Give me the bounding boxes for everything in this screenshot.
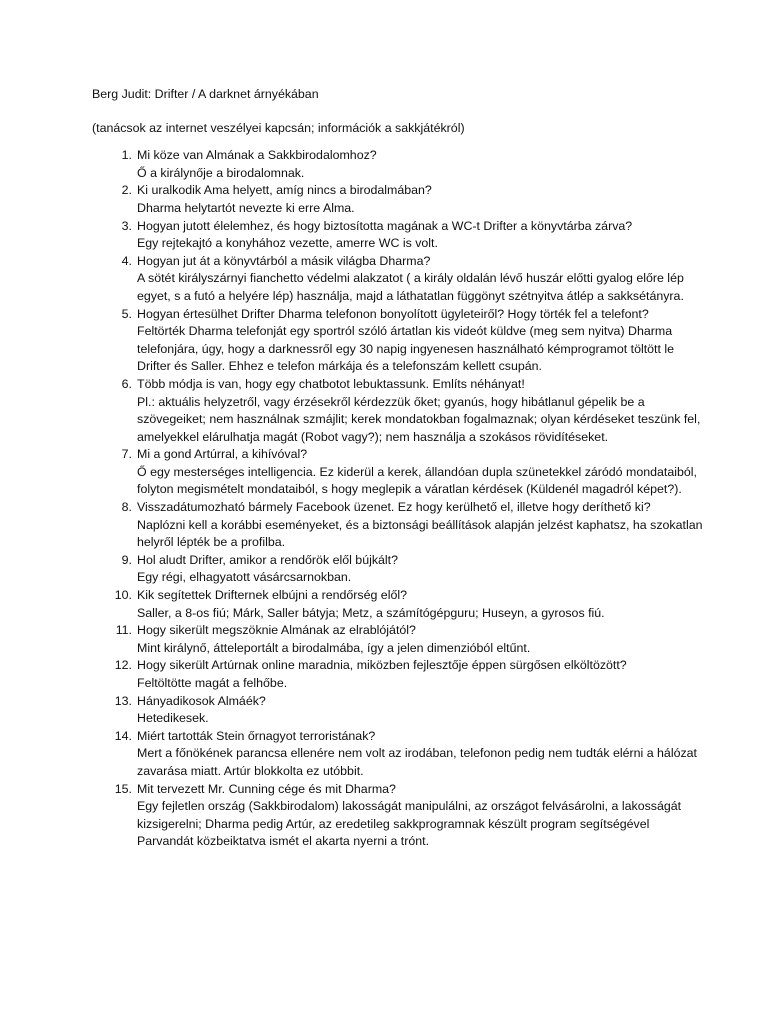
item-number: 7. xyxy=(121,447,132,462)
item-number: 1. xyxy=(121,148,132,163)
question-text: Visszadátumozható bármely Facebook üzenet. Ez hogy kerülhető el, illetve hogy deríthető ki? xyxy=(137,500,651,515)
question-text: Hogyan jut át a könyvtárból a másik világba Dharma? xyxy=(137,253,431,268)
question-text: Miért tartották Stein őrnagyot terroristának? xyxy=(137,728,376,743)
item-number: 2. xyxy=(121,183,132,198)
list-item xyxy=(92,306,708,376)
answer-text: Dharma helytartót nevezte ki erre Alma. xyxy=(137,200,355,215)
question-text: Hogyan értesülhet Drifter Dharma telefonon bonyolított ügyleteiről? Hogy törték fel a telefont? xyxy=(137,306,649,321)
list-item xyxy=(92,147,708,182)
question-text: Hogy sikerült megszöknie Almának az elrablójától? xyxy=(137,623,416,638)
list-item xyxy=(92,552,708,587)
list-item xyxy=(92,499,708,552)
list-item xyxy=(92,693,708,728)
answer-text: Egy fejletlen ország (Sakkbirodalom) lakosságát manipulálni, az országot felvásárolni, a lakosságát kizsigerelni; Dharma pedig Artúr, az eredetileg sakkprogramnak készült program segítségével Parvandát közbeiktatva ismét el akarta nyerni a trónt. xyxy=(137,799,682,849)
question-list xyxy=(92,147,708,851)
answer-text: Mint királynő, átteleportált a birodalmába, így a jelen dimenzióból eltűnt. xyxy=(137,640,531,655)
question-text: Hogyan jutott élelemhez, és hogy biztosította magának a WC-t Drifter a könyvtárba zárva? xyxy=(137,218,633,233)
list-item xyxy=(92,622,708,657)
answer-text: Naplózni kell a korábbi eseményeket, és a biztonsági beállítások alapján jelzést kaphatsz, ha szokatlan helyről lépték be a profilba. xyxy=(137,517,703,550)
item-number: 3. xyxy=(121,218,132,233)
answer-text: Feltöltötte magát a felhőbe. xyxy=(137,676,288,690)
list-item xyxy=(92,587,708,622)
item-number: 6. xyxy=(121,376,132,391)
item-number: 8. xyxy=(121,500,132,515)
item-number: 9. xyxy=(121,552,132,567)
item-number: 15. xyxy=(114,781,132,796)
answer-text: Pl.: aktuális helyzetről, vagy érzésekről kérdezzük őket; gyanús, hogy hibátlanul gépelik be a szövegeiket; nem használnak szmájlit; kerek mondatokban fogalmaznak; olyan kérdéseket teszünk fel, amelyekkel elárulhatja magát (Robot vagy?); nem használja a szokásos rövidítéseket. xyxy=(137,394,701,444)
item-number: 10. xyxy=(114,588,132,603)
list-item xyxy=(92,657,708,692)
question-text: Több módja is van, hogy egy chatbotot lebuktassunk. Említs néhányat! xyxy=(137,376,525,391)
question-text: Kik segítettek Drifternek elbújni a rendőrség elől? xyxy=(137,588,407,603)
question-text: Mit tervezett Mr. Cunning cége és mit Dharma? xyxy=(137,781,396,796)
question-text: Hogy sikerült Artúrnak online maradnia, miközben fejlesztője éppen sürgősen elköltözött? xyxy=(137,658,627,673)
answer-text: Hetedikesek. xyxy=(137,711,209,726)
question-text: Mi köze van Almának a Sakkbirodalomhoz? xyxy=(137,148,377,163)
item-number: 12. xyxy=(114,658,132,673)
answer-text: A sötét királyszárnyi fianchetto védelmi alakzatot ( a király oldalán lévő huszár előtti gyalog előre lép egyet, s a futó a helyére lép) használja, majd a láthatatlan függönyt szétnyitva átlép a sakksétányra. xyxy=(137,271,684,303)
answer-text: Egy régi, elhagyatott vásárcsarnokban. xyxy=(137,570,352,585)
document-subtitle: (tanácsok az internet veszélyei kapcsán; információk a sakkjátékról) xyxy=(92,120,465,135)
item-number: 5. xyxy=(121,306,132,321)
item-number: 13. xyxy=(114,693,132,708)
answer-text: Ő egy mesterséges intelligencia. Ez kiderül a kerek, állandóan dupla szünetekkel záródó mondataiból, folyton megismételt mondataiból, s hogy meglepik a váratlan kérdések (Küldenél magadról képet?). xyxy=(137,464,697,497)
list-item xyxy=(92,446,708,499)
document-title: Berg Judit: Drifter / A darknet árnyékában xyxy=(92,87,319,101)
answer-text: Egy rejtekajtó a konyhához vezette, amerre WC is volt. xyxy=(137,236,438,251)
question-text: Mi a gond Artúrral, a kihívóval? xyxy=(137,447,308,462)
answer-text: Feltörték Dharma telefonját egy sportról szóló ártatlan kis videót küldve (meg sem nyitva) Dharma telefonjára, úgy, hogy a darknessről egy 30 napig ingyenesen használható kémprogramot töltött le Drifter és Saller. Ehhez e telefon márkája és a telefonszám kellett csupán. xyxy=(137,324,675,374)
item-number: 11. xyxy=(115,623,132,638)
list-item xyxy=(92,728,708,781)
item-number: 4. xyxy=(121,253,132,268)
item-number: 14. xyxy=(114,728,132,743)
question-text: Hányadikosok Almáék? xyxy=(137,693,266,708)
question-text: Hol aludt Drifter, amikor a rendőrök elől bújkált? xyxy=(137,552,399,567)
list-item xyxy=(92,376,708,446)
list-item xyxy=(92,218,708,253)
list-item xyxy=(92,182,708,217)
answer-text: Saller, a 8-os fiú; Márk, Saller bátyja; Metz, a számítógépguru; Huseyn, a gyrosos fiú. xyxy=(137,605,605,620)
answer-text: Mert a főnökének parancsa ellenére nem volt az irodában, telefonon pedig nem tudták elérni a hálózat zavarása miatt. Artúr blokkolta ez utóbbit. xyxy=(137,746,697,778)
list-item xyxy=(92,253,708,306)
list-item xyxy=(92,781,708,851)
question-text: Ki uralkodik Ama helyett, amíg nincs a birodalmában? xyxy=(137,183,432,198)
answer-text: Ő a királynője a birodalomnak. xyxy=(137,165,305,180)
